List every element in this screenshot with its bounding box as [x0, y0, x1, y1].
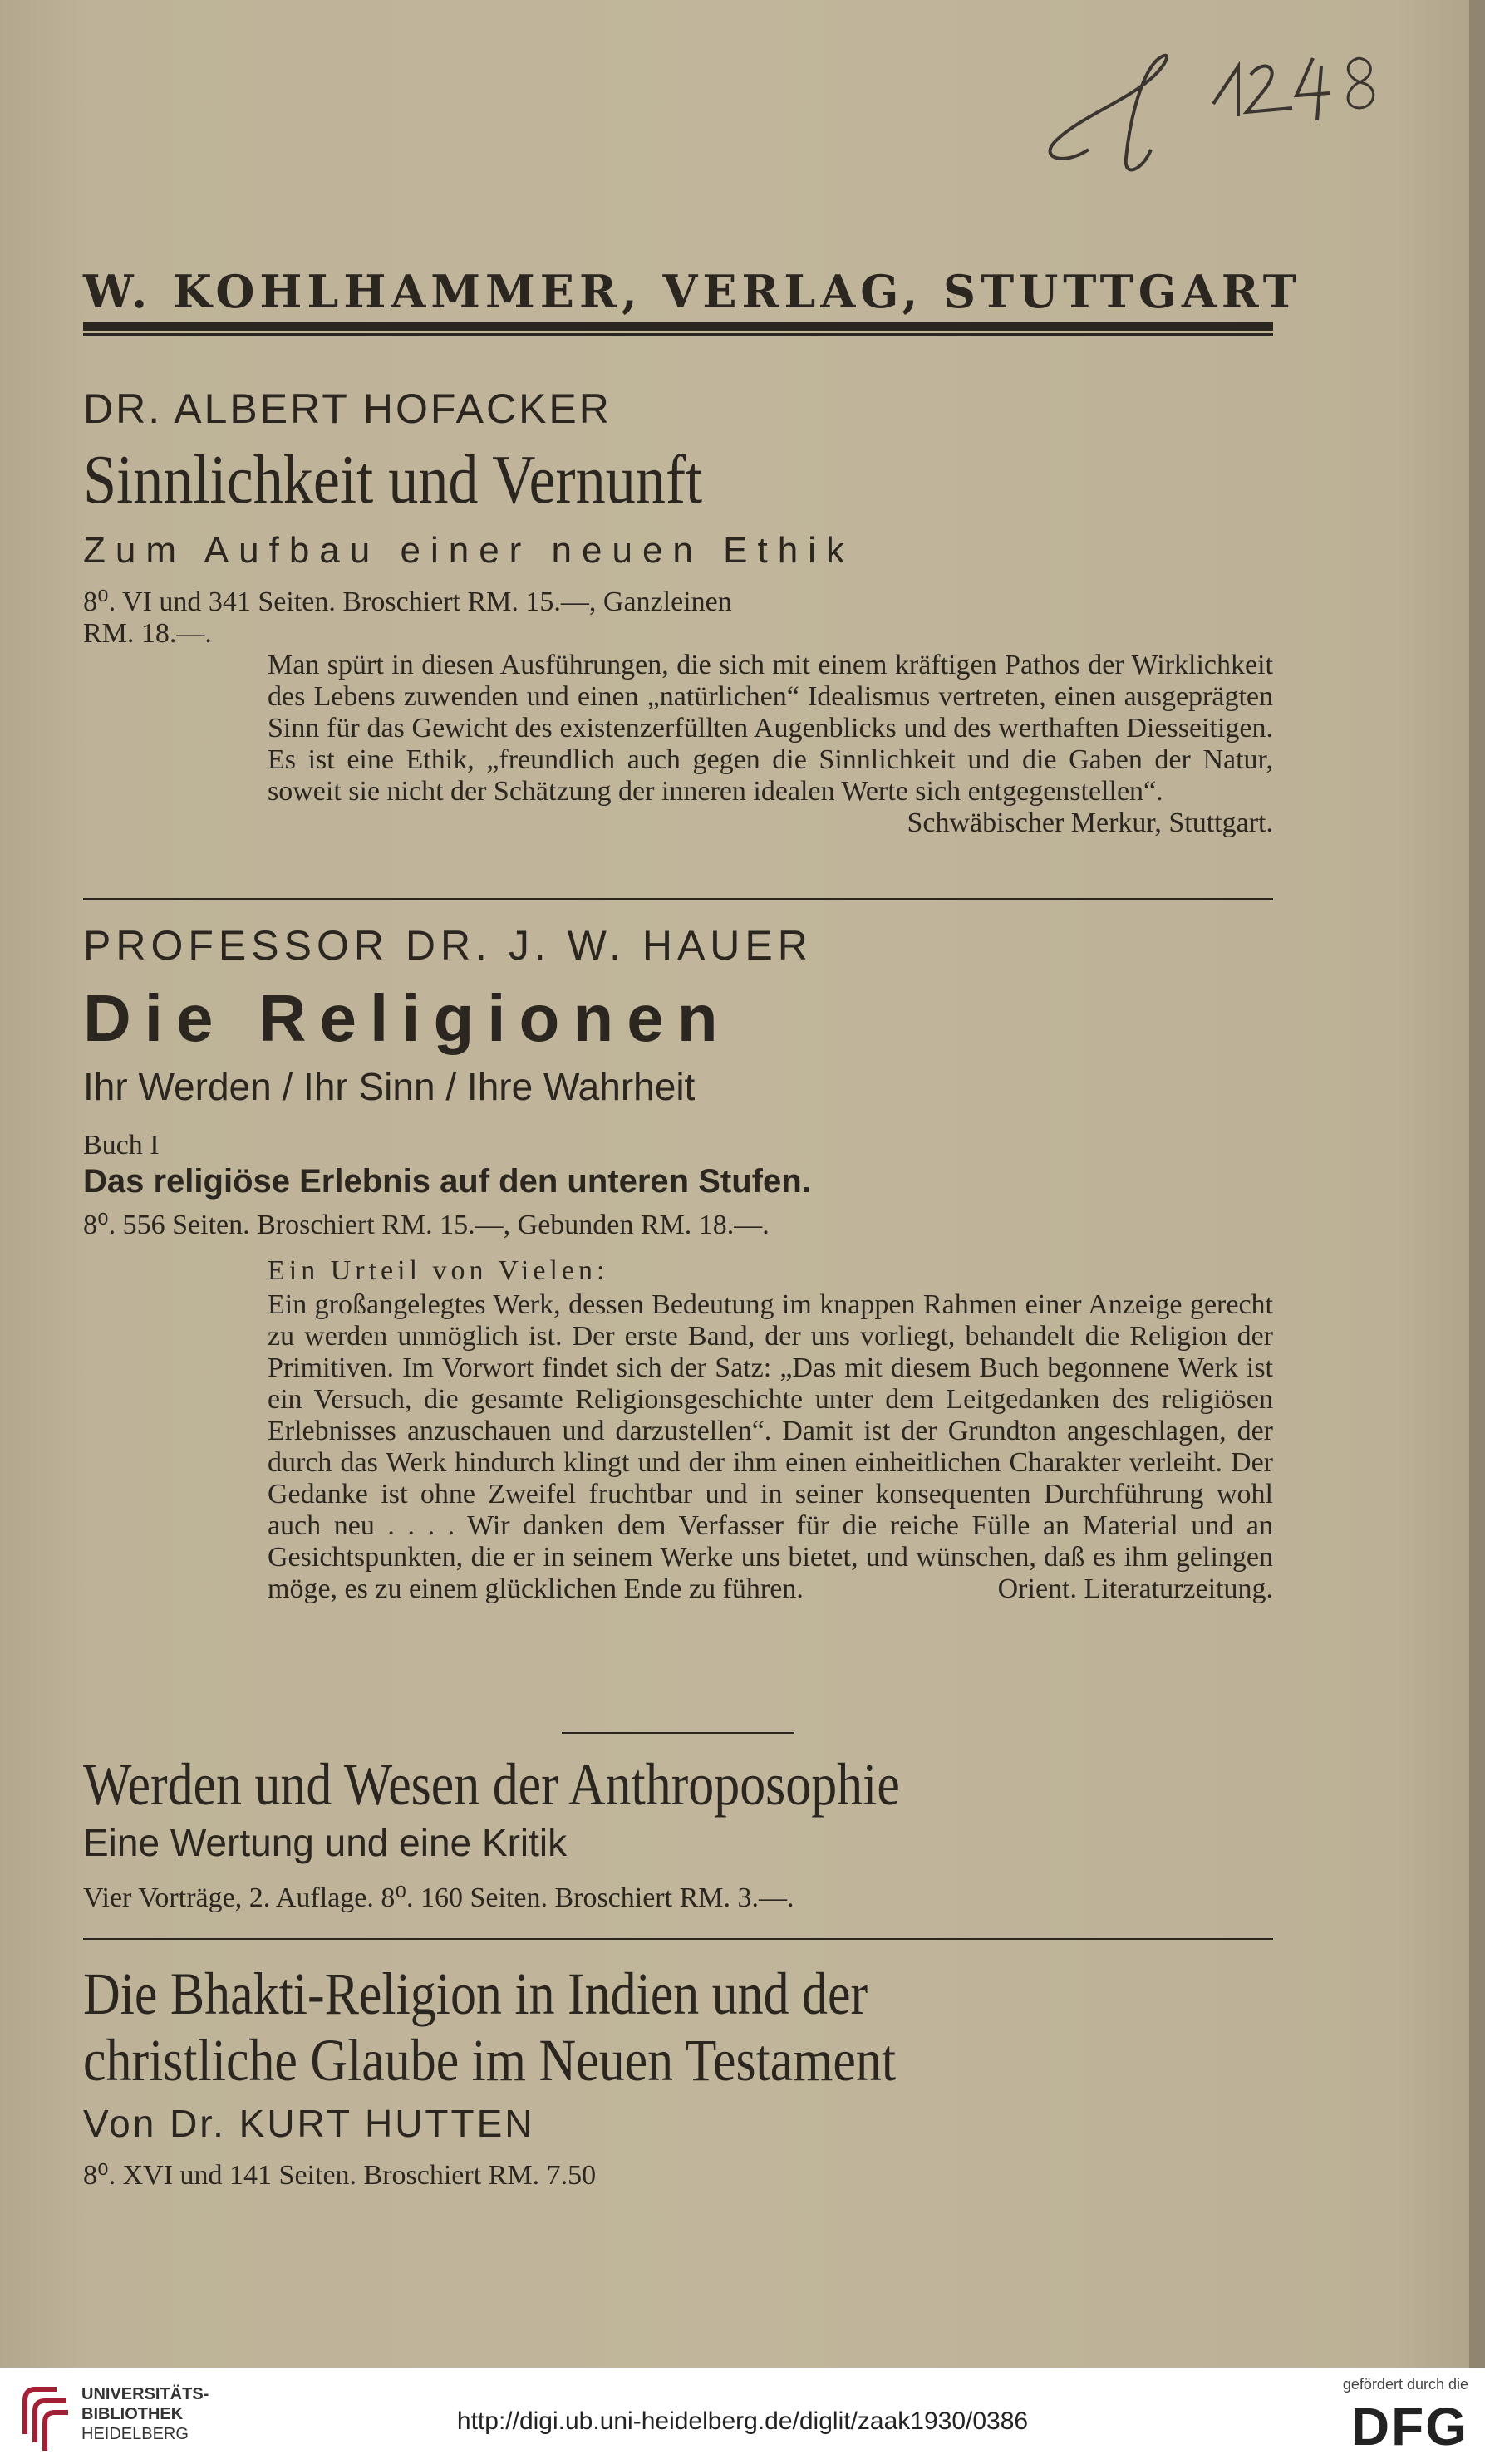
- book2-review-intro: Ein Urteil von Vielen:: [268, 1255, 609, 1286]
- book2-volume-title: Das religiöse Erlebnis auf den unteren Stufen.: [83, 1163, 811, 1200]
- section-divider: [83, 898, 1273, 900]
- book1-review-source: Schwäbischer Merkur, Stuttgart.: [907, 807, 1273, 838]
- handwritten-signature: [964, 25, 1429, 191]
- page-spine-edge: [1469, 0, 1485, 2368]
- book4-author: Von Dr. KURT HUTTEN: [83, 2102, 535, 2145]
- book1-author: DR. ALBERT HOFACKER: [83, 385, 612, 432]
- book1-review: [268, 650, 1273, 839]
- book2-volume: Buch I: [83, 1130, 160, 1161]
- library-name-line2: BIBLIOTHEK: [81, 2405, 184, 2423]
- book2-review-source: Orient. Literaturzeitung.: [997, 1573, 1273, 1604]
- dfg-logo: DFG: [1350, 2397, 1468, 2457]
- book2-review-text: Ein großangelegtes Werk, dessen Bedeutung im knappen Rahmen einer Anzeige gerecht zu werden unmöglich ist. Der erste Band, der uns vorliegt, behandelt die Religion der Primitiven. Im Vorwort findet sich der Satz: „Das mit diesem Buch begonnene Werk ist ein Versuch, die gesamte Religionsgeschichte unter dem Leitgedanken des religiösen Erlebnisses anzuschauen und darzustellen“. Damit ist der Grundton angeschlagen, der durch das Werk hindurch klingt und der ihm einen einheitlichen Charakter verleiht. Der Gedanke ist ohne Zweifel fruchtbar und in seiner konsequenten Durchführung wohl auch neu . . . . Wir danken dem Verfasser für die reiche Fülle an Material und an Gesichtspunkten, die er in seinem Werke uns bietet, und wünschen, daß es ihm gelingen möge, es zu einem glücklichen Ende zu führen.: [268, 1289, 1273, 1604]
- book2-info: 8⁰. 556 Seiten. Broschiert RM. 15.—, Gebunden RM. 18.—.: [83, 1210, 770, 1240]
- book3-info: Vier Vorträge, 2. Auflage. 8⁰. 160 Seiten. Broschiert RM. 3.—.: [83, 1882, 794, 1913]
- book4-title-line2: christliche Glaube im Neuen Testament: [83, 2027, 897, 2093]
- library-name-line3: HEIDELBERG: [81, 2425, 189, 2443]
- book1-review-text: Man spürt in diesen Ausführungen, die sich mit einem kräftigen Pathos der Wirklichkeit des Lebens zuwenden und einen „natürlichen“ Idealismus vertreten, einen ausgeprägten Sinn für das Gewicht des existenzerfüllten Augenblicks und des werthaften Diesseitigen. Es ist eine Ethik, „freundlich auch gegen die Sinnlichkeit und die Gaben der Natur, soweit sie nicht der Schätzung der inneren idealen Werte sich entgegenstellen“.: [268, 650, 1273, 807]
- publisher-rule-thin: [83, 333, 1273, 336]
- funding-note: gefördert durch die: [1342, 2376, 1468, 2393]
- library-name-line1: UNIVERSITÄTS-: [81, 2385, 209, 2403]
- book2-title: Die Religionen: [83, 981, 731, 1055]
- book2-review: [268, 1289, 1273, 1605]
- book1-info-line2: RM. 18.—.: [83, 618, 212, 649]
- section-divider-2: [83, 1938, 1273, 1940]
- publisher-rule: [83, 322, 1273, 331]
- book1-title: Sinnlichkeit und Vernunft: [83, 441, 703, 518]
- book2-author: PROFESSOR DR. J. W. HAUER: [83, 922, 813, 969]
- book4-info: 8⁰. XVI und 141 Seiten. Broschiert RM. 7.50: [83, 2160, 597, 2191]
- book3-subtitle: Eine Wertung und eine Kritik: [83, 1821, 568, 1864]
- book1-info-line1: 8⁰. VI und 341 Seiten. Broschiert RM. 15.—, Ganzleinen: [83, 587, 732, 617]
- book2-subtitle: Ihr Werden / Ihr Sinn / Ihre Wahrheit: [83, 1065, 696, 1108]
- book1-subtitle: Zum Aufbau einer neuen Ethik: [83, 530, 854, 571]
- short-divider: [562, 1732, 794, 1734]
- publisher-heading: W. KOHLHAMMER, VERLAG, STUTTGART: [83, 265, 1301, 318]
- book3-title: Werden und Wesen der Anthroposophie: [83, 1751, 900, 1818]
- permalink-url[interactable]: http://digi.ub.uni-heidelberg.de/diglit/zaak1930/0386: [456, 2408, 1029, 2435]
- book4-title-line1: Die Bhakti-Religion in Indien und der: [83, 1961, 868, 2027]
- viewer-footer: [0, 2368, 1485, 2464]
